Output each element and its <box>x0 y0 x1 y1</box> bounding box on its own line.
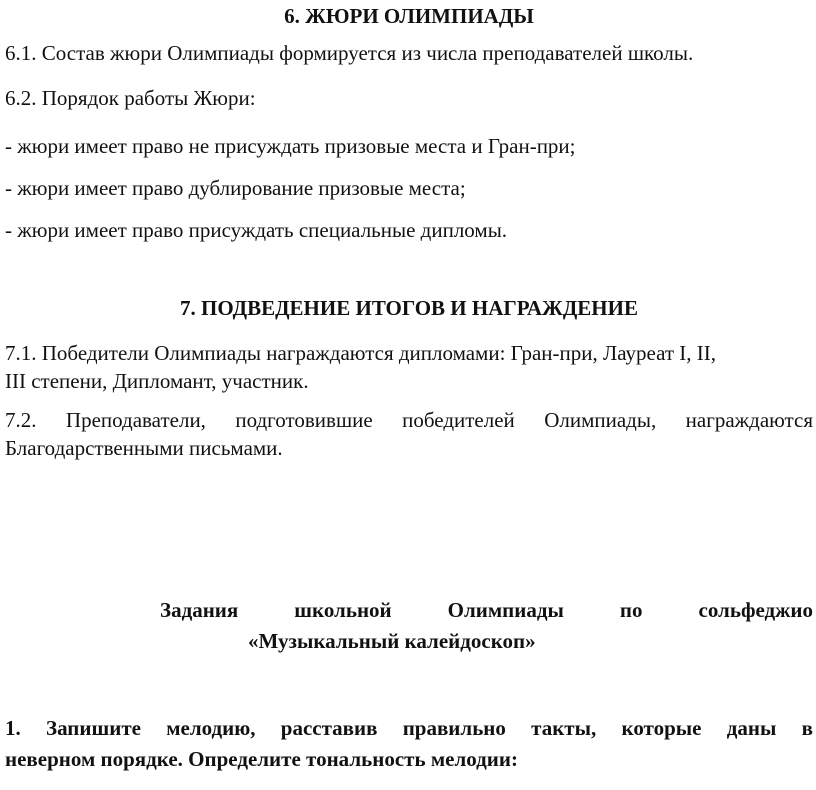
section-6-heading: 6. ЖЮРИ ОЛИМПИАДЫ <box>284 4 534 28</box>
word: подготовившие <box>235 408 373 432</box>
paragraph-7-2-line-2: Благодарственными письмами. <box>5 436 283 460</box>
word: сольфеджио <box>698 598 813 622</box>
word: мелодию, <box>166 716 256 740</box>
word: Олимпиады <box>447 598 564 622</box>
tasks-title-line-1 <box>160 596 813 624</box>
task-1-line-1 <box>5 714 813 742</box>
paragraph-7-2-line-1 <box>5 406 813 434</box>
word: Преподаватели, <box>65 408 206 432</box>
word: по <box>619 598 643 622</box>
word: в <box>801 716 813 740</box>
word: такты, <box>531 716 597 740</box>
paragraph-6-1: 6.1. Состав жюри Олимпиады формируется из числа преподавателей школы. <box>5 41 694 65</box>
paragraph-7-1-line-2: III степени, Дипломант, участник. <box>5 369 309 393</box>
paragraph-6-2: 6.2. Порядок работы Жюри: <box>5 86 256 110</box>
word: школьной <box>294 598 392 622</box>
word: 1. <box>5 716 21 740</box>
task-1-line-2: неверном порядке. Определите тональность мелодии: <box>5 747 518 771</box>
word: победителей <box>402 408 515 432</box>
word: награждаются <box>685 408 813 432</box>
word: правильно <box>402 716 506 740</box>
word: которые <box>621 716 702 740</box>
jury-rule-1: - жюри имеет право не присуждать призовые места и Гран-при; <box>5 134 576 158</box>
word: расставив <box>280 716 378 740</box>
word: Запишите <box>45 716 141 740</box>
section-7-heading: 7. ПОДВЕДЕНИЕ ИТОГОВ И НАГРАЖДЕНИЕ <box>180 296 638 320</box>
jury-rule-3: - жюри имеет право присуждать специальные дипломы. <box>5 218 508 242</box>
paragraph-7-1-line-1: 7.1. Победители Олимпиады награждаются дипломами: Гран-при, Лауреат I, II, <box>5 341 717 365</box>
word: даны <box>726 716 777 740</box>
word: 7.2. <box>5 408 37 432</box>
jury-rule-2: - жюри имеет право дублирование призовые места; <box>5 176 466 200</box>
word: Задания <box>160 598 239 622</box>
word: Олимпиады, <box>544 408 657 432</box>
tasks-title-line-2: «Музыкальный калейдоскоп» <box>248 629 536 653</box>
